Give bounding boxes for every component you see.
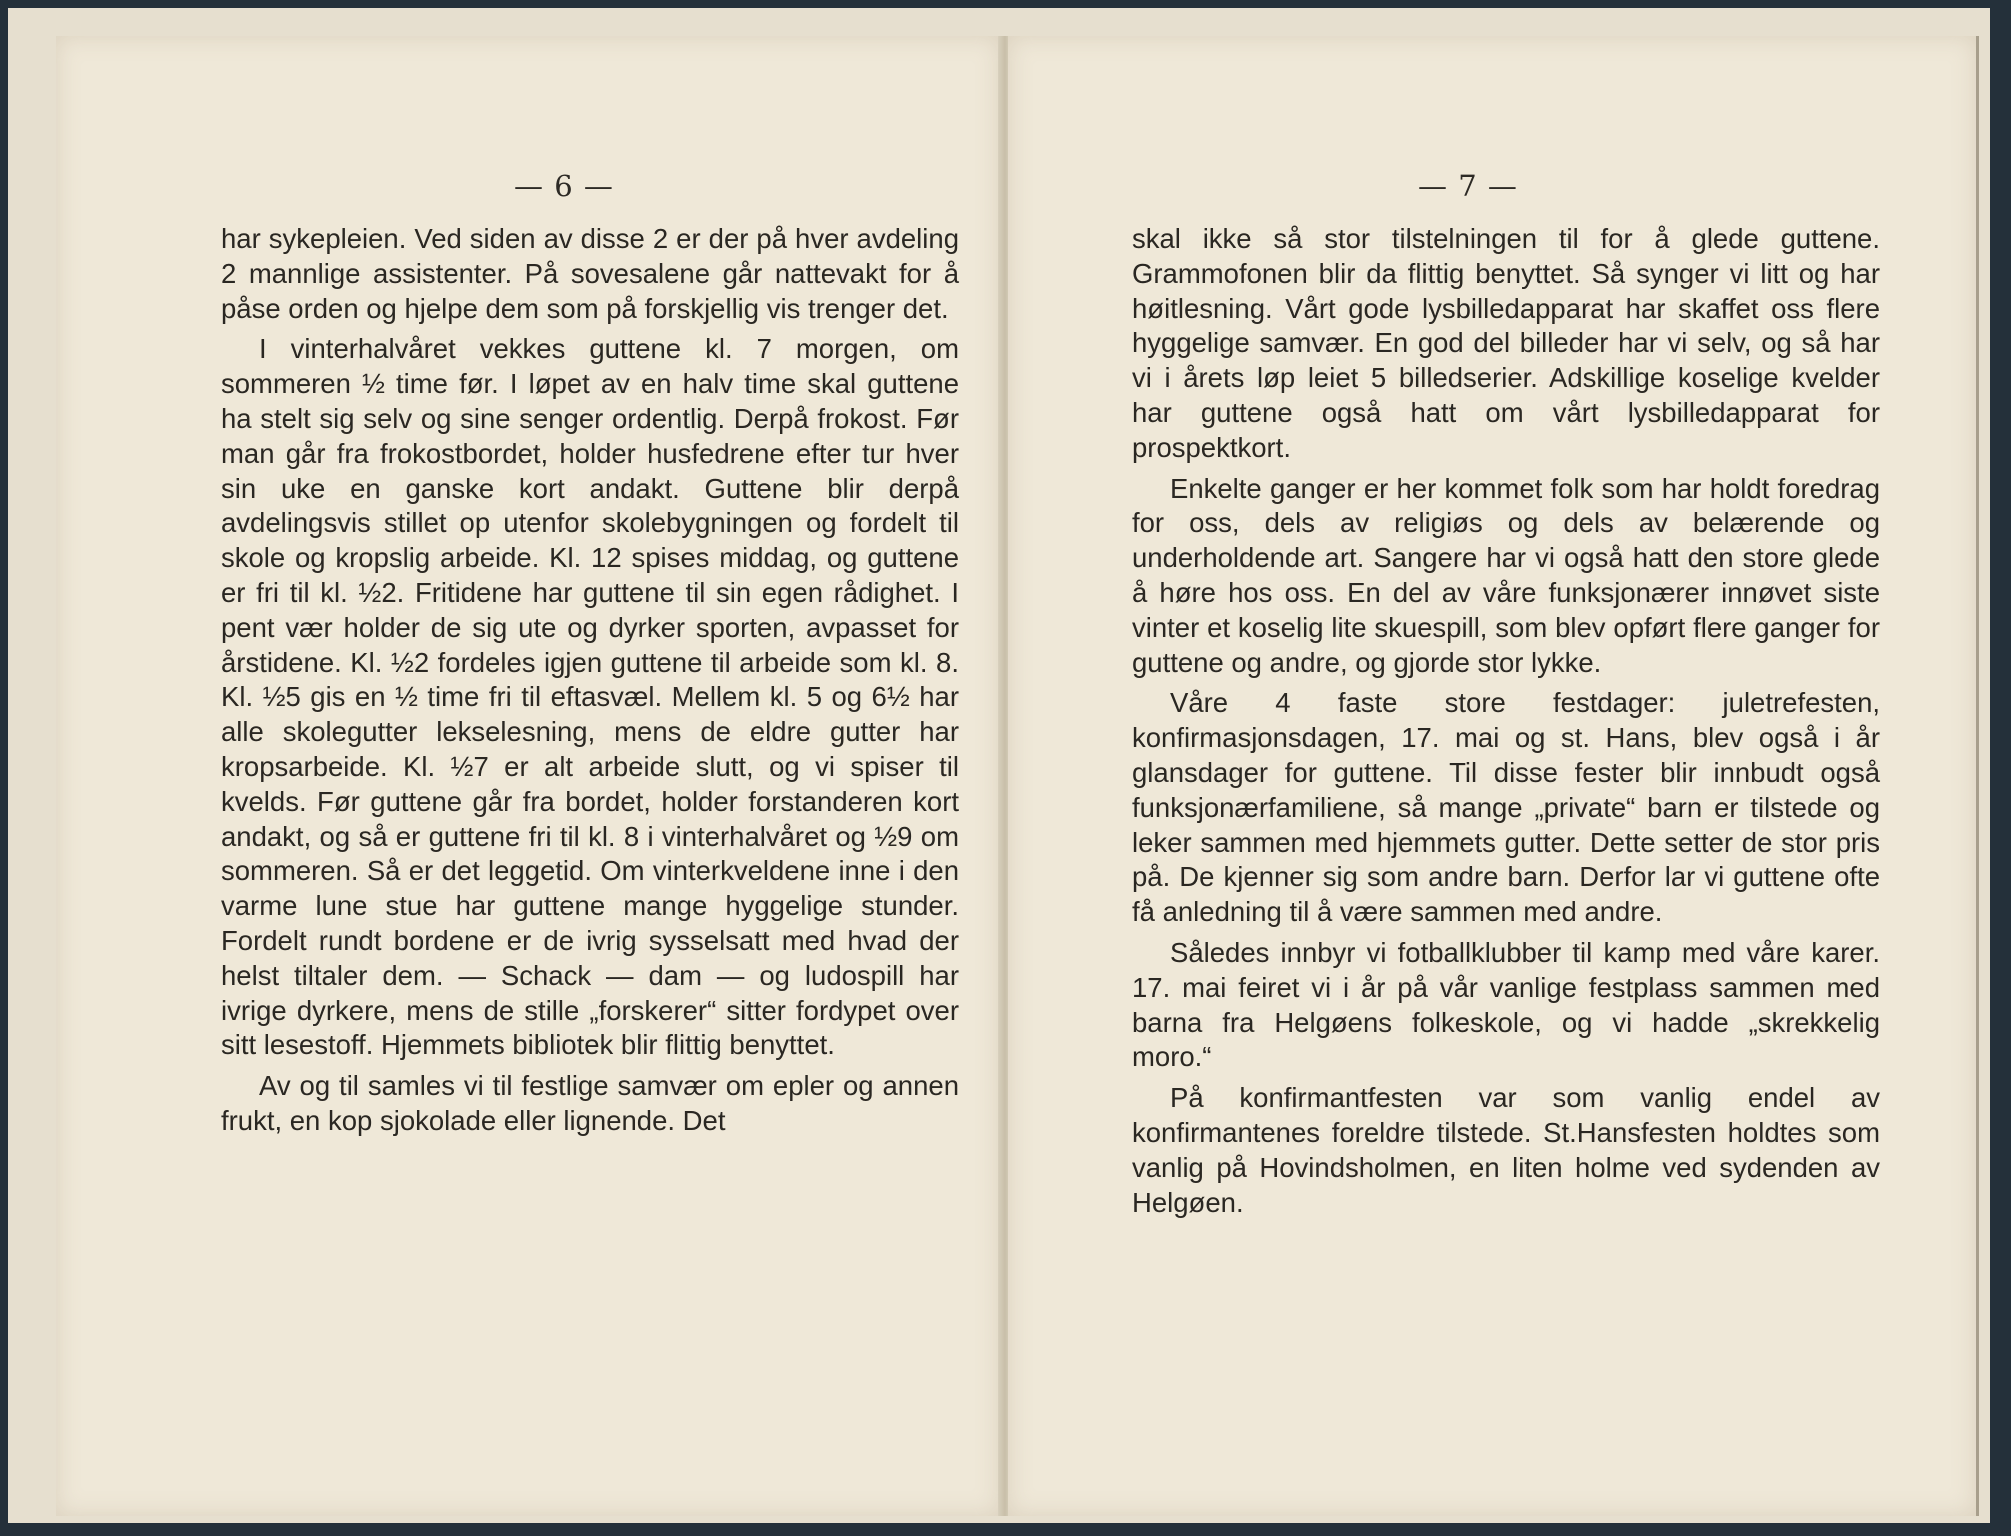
left-page-text — [221, 222, 959, 1145]
paragraph: skal ikke så stor tilstelningen til for å glede guttene. Grammofonen blir da flittig benyttet. Så synger vi litt og har høitlesning. Vårt gode lysbilledapparat har skaffet oss flere hyggelige samvær. En god del billeder har vi selv, og så har vi i årets løp leiet 5 billedserier. Adskillige koselige kvelder har guttene også hatt om vårt lysbilledapparat for prospektkort. — [1132, 223, 1880, 463]
right-page-text — [1132, 222, 1880, 1226]
paragraph: Av og til samles vi til festlige samvær om epler og annen frukt, en kop sjokolade eller lignende. Det — [221, 1070, 959, 1136]
left-page — [56, 36, 1000, 1516]
page-number-left: — 6 — — [514, 169, 614, 203]
page-number-right: — 7 — — [1418, 169, 1518, 203]
paragraph: Således innbyr vi fotballklubber til kamp med våre karer. 17. mai feiret vi i år på vår vanlige festplass sammen med barna fra Helgøens folkeskole, og vi hadde „skrekkelig moro.“ — [1132, 936, 1880, 1073]
page-edge — [1976, 36, 1979, 1516]
paragraph: Enkelte ganger er her kommet folk som har holdt foredrag for oss, dels av religiøs og dels av belærende og underholdende art. Sangere har vi også hatt den store glede å høre hos oss. En del av våre funksjonærer innøvet siste vinter et koselig lite skuespill, som blev opført flere ganger for guttene og andre, og gjorde stor lykke. — [1132, 472, 1880, 678]
right-page — [1008, 36, 1976, 1516]
paragraph: Våre 4 faste store festdager: juletrefesten, konfirmasjonsdagen, 17. mai og st. Hans, blev også i år glansdager for guttene. Til disse fester blir innbudt også funksjonærfamiliene, så mange „private“ barn er tilstede og leker sammen med hjemmets gutter. Dette setter de stor pris på. De kjenner sig som andre barn. Derfor lar vi guttene ofte få anledning til å være sammen med andre. — [1132, 687, 1880, 928]
book-spread — [8, 8, 1990, 1523]
paragraph: har sykepleien. Ved siden av disse 2 er der på hver avdeling 2 mannlige assistenter. På sovesalene går nattevakt for å påse orden og hjelpe dem som på forskjellig vis trenger det. — [221, 223, 959, 324]
paragraph: I vinterhalvåret vekkes guttene kl. 7 morgen, om sommeren ½ time før. I løpet av en halv time skal guttene ha stelt sig selv og sine senger ordentlig. Derpå frokost. Før man går fra frokostbordet, holder husfedrene efter tur hver sin uke en ganske kort andakt. Guttene blir derpå avdelingsvis stillet op utenfor skolebygningen og fordelt til skole og kropslig arbeide. Kl. 12 spises middag, og guttene er fri til kl. ½2. Fritidene har guttene til sin egen rådighet. I pent vær holder de sig ute og dyrker sporten, avpasset for årstidene. Kl. ½2 fordeles igjen guttene til arbeide som kl. 8. Kl. ½5 gis en ½ time fri til eftasvæl. Mellem kl. 5 og 6½ har alle skolegutter lekselesning, mens de eldre gutter har kropsarbeide. Kl. ½7 er alt arbeide slutt, og vi spiser til kvelds. Før guttene går fra bordet, holder forstanderen kort andakt, og så er guttene fri til kl. 8 i vinterhalvåret og ½9 om sommeren. Så er det leggetid. Om vinterkveldene inne i den varme lune stue har guttene mange hyggelige stunder. Fordelt rundt bordene er de ivrig sysselsatt med hvad der helst tiltaler dem. — Schack — dam — og ludospill har ivrige dyrkere, mens de stille „forskerer“ sitter fordypet over sitt lesestoff. Hjemmets bibliotek blir flittig benyttet. — [221, 333, 959, 1061]
paragraph: På konfirmantfesten var som vanlig endel av konfirmantenes foreldre tilstede. St.Hansfesten holdtes som vanlig på Hovindsholmen, en liten holme ved sydenden av Helgøen. — [1132, 1082, 1880, 1218]
